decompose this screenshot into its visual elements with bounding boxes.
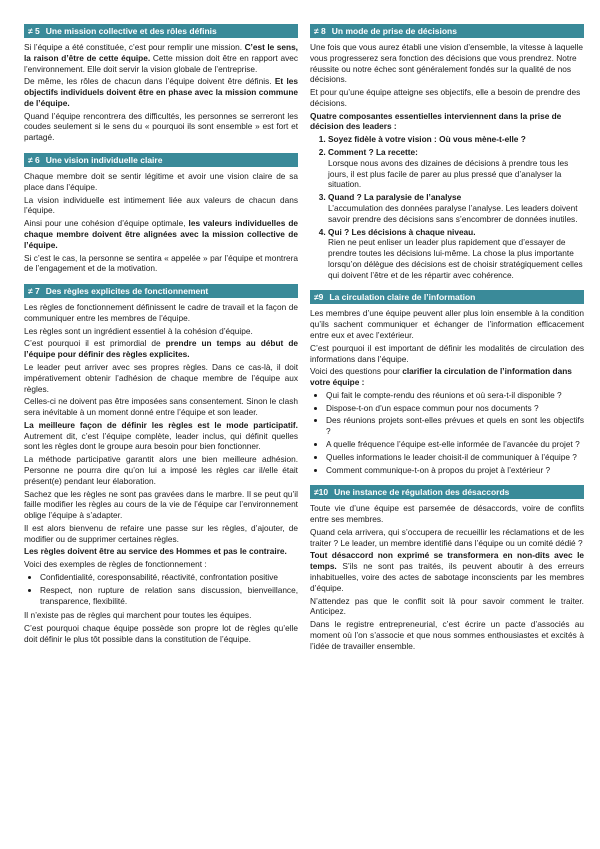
section-header — [310, 485, 584, 499]
paragraph: Sachez que les règles ne sont pas gravées dans le marbre. Il se peut qu’il faille modifier les règles au cours de la vie de l’équipe car l’environnement oblige l’équipe à s’adapter. — [24, 488, 298, 521]
paragraph: Voici des questions pour clarifier la circulation de l’information dans votre équipe : — [310, 366, 572, 388]
list-item: • Comment communique-t-on à propos du projet à l’extérieur ? — [326, 465, 584, 476]
numbered-list — [310, 134, 584, 280]
paragraph: Il n’existe pas de règles qui marchent pour toutes les équipes. — [24, 610, 252, 621]
paragraph: Voici des exemples de règles de fonctionnement : — [24, 559, 207, 570]
paragraph: Les règles de fonctionnement définissent le cadre de travail et la façon de communiquer entre les membres de l’équipe. — [24, 302, 298, 323]
paragraph: Celles-ci ne doivent pas être imposées sans consentement. Sinon le clash sera inévitable à un moment donné entre l’équipe et son leader. — [24, 396, 298, 418]
paragraph: Toute vie d’une équipe est parsemée de désaccords, voire de conflits entre ses membres. — [310, 503, 584, 525]
paragraph: Les règles doivent être au service des Hommes et pas le contraire. — [24, 546, 287, 557]
bullet-list — [310, 390, 584, 475]
section-8 — [310, 24, 584, 280]
section-title: Un mode de prise de décisions — [331, 26, 457, 36]
section-header — [24, 153, 298, 167]
section-10 — [310, 485, 584, 651]
section-number: ≠ 7 — [28, 286, 40, 297]
paragraph: La meilleure façon de définir les règles est le mode participatif. Autrement dit, c’est l’équipe complète, leader inclus, qui définit quelles sont les règles dont le groupe aura besoin pour bien fonctionner. — [24, 419, 298, 452]
paragraph: Une fois que vous aurez établi une vision d’ensemble, la vitesse à laquelle vous progresserez sera fonction des décisions que vous prendrez. Notre réussite ou notre échec sont généralement fondés sur la qualité de nos décisions. — [310, 42, 584, 85]
list-item: • Quelles informations le leader choisit-il de communiquer à l’équipe ? — [326, 452, 584, 463]
paragraph: Ainsi pour une cohésion d’équipe optimale, les valeurs individuelles de chaque membre doivent être alignées avec la mission collective de l’équipe. — [24, 218, 299, 250]
list-item: 2. Comment ? La recette: Lorsque nous avons des dizaines de décisions à prendre tous les jours, il est plus facile de parer au plus pressé que d’analyser la situation. — [328, 147, 584, 190]
paragraph: Les membres d’une équipe peuvent aller plus loin ensemble à la condition qu’ils sachent communiquer et échanger de l’information efficacement entre eux et avec l’extérieur. — [310, 308, 584, 340]
section-number: ≠10 — [314, 487, 329, 498]
section-9 — [310, 290, 584, 475]
paragraph: Si c’est le cas, la personne se sentira « appelée » par l’équipe et montrera de l’engagement et de la motivation. — [24, 252, 298, 274]
paragraph: Quatre composantes essentielles interviennent dans la prise de décision des leaders : — [310, 110, 562, 132]
list-item: • Qui fait le compte-rendu des réunions et où sera-t-il disponible ? — [326, 390, 584, 401]
list-item: 4. Qui ? Les décisions à chaque niveau. Rien ne peut enliser un leader plus rapidement que d’essayer de prendre toutes les décisions lui-même. La chose la plus importante lorsqu’on délègue des décisions est de choisir stratégiquement celles qui doivent l’être et de les répartir avec cohérence. — [328, 227, 584, 281]
paragraph: Et pour qu’une équipe atteigne ses objectifs, elle a besoin de prendre des décisions. — [310, 87, 581, 108]
paragraph: Quand l’équipe rencontrera des difficultés, les personnes se serreront les coudes seulement si le sens du « pourquoi ils sont ensemble » est fort et partagé. — [24, 110, 298, 143]
section-number: ≠9 — [314, 292, 324, 303]
paragraph: Dans le registre entrepreneurial, c’est écrire un pacte d’associés au moment où l’on s’associe et que nous sommes enthousiastes et excités à l’idée de travailler ensemble. — [310, 619, 584, 651]
section-number: ≠ 5 — [28, 26, 40, 36]
section-title: Une instance de régulation des désaccords — [334, 487, 510, 498]
paragraph: La vision individuelle est intimement liée aux valeurs de chacun dans l’équipe. — [24, 194, 298, 216]
paragraph: C’est pourquoi il est important de définir les modalités de circulation des informations dans l’équipe. — [310, 342, 584, 364]
section-6 — [24, 153, 298, 274]
section-header — [24, 24, 298, 38]
bullet-list — [24, 572, 298, 606]
paragraph: N’attendez pas que le conflit soit là pour savoir comment le traiter. Anticipez. — [310, 595, 584, 617]
paragraph: Si l’équipe a été constituée, c’est pour remplir une mission. C’est le sens, la raison d’être de cette équipe. Cette mission doit être en rapport avec l’environnement. Elle doit servir la vision globale de l’entreprise. — [24, 42, 298, 74]
list-item: • Des réunions projets sont-elles prévues et quels en sont les objectifs ? — [326, 415, 584, 437]
section-header — [310, 290, 584, 304]
paragraph: Les règles sont un ingrédient essentiel à la cohésion d’équipe. — [24, 325, 253, 336]
right-column — [310, 24, 584, 662]
paragraph: De même, les rôles de chacun dans l’équipe doivent être définis. Et les objectifs individuels doivent être en phase avec la mission commune de l’équipe. — [24, 76, 298, 108]
left-column — [24, 24, 298, 655]
paragraph: C’est pourquoi il est primordial de prendre un temps au début de l’équipe pour définir des règles explicites. — [24, 338, 298, 360]
section-7 — [24, 284, 298, 645]
list-item: • Confidentialité, coresponsabilité, réactivité, confrontation positive — [40, 572, 298, 583]
section-title: Des règles explicites de fonctionnement — [45, 286, 209, 297]
paragraph: Tout désaccord non exprimé se transformera en non-dits avec le temps. S’ils ne sont pas traités, ils peuvent aboutir à des erreurs inhabituelles, voire des actes de sabotage inconscients par les membres d’équipe. — [310, 550, 584, 593]
section-5 — [24, 24, 298, 143]
section-number: ≠ 6 — [28, 155, 40, 166]
section-title: Une mission collective et des rôles définis — [45, 26, 217, 36]
section-header — [24, 284, 298, 298]
section-title: Une vision individuelle claire — [45, 155, 163, 166]
list-item: 3. Quand ? La paralysie de l’analyse L’accumulation des données paralyse l’analyse. Les leaders doivent savoir prendre des décisions sans s’encombrer de données inutiles. — [328, 192, 584, 224]
paragraph: C’est pourquoi chaque équipe possède son propre lot de règles qu’elle doit définir le plus tôt possible dans la constitution de l’équipe. — [24, 623, 298, 644]
paragraph: La méthode participative garantit alors une bien meilleure adhésion. Personne ne pourra dire qu’on lui a imposé les règles car il/elle était présent(e) pendant leur élaboration. — [24, 454, 298, 486]
paragraph: Il est alors bienvenu de refaire une passe sur les règles, d’ajouter, de modifier ou de supprimer certaines règles. — [24, 522, 298, 544]
paragraph: Le leader peut arriver avec ses propres règles. Dans ce cas-là, il doit impérativement obtenir l’adhésion de chaque membre de l’équipe aux règles. — [24, 361, 298, 394]
section-header — [310, 24, 584, 38]
section-number: ≠ 8 — [314, 26, 326, 36]
list-item: 1. Soyez fidèle à votre vision : Où vous mène-t-elle ? — [328, 134, 584, 145]
section-title: La circulation claire de l’information — [329, 292, 476, 303]
list-item: • A quelle fréquence l’équipe est-elle informée de l’avancée du projet ? — [326, 439, 584, 450]
paragraph: Quand cela arrivera, qui s’occupera de recueillir les réclamations et de les traiter ? Le leader, un membre identifié dans l’équipe ou un comité dédié ? — [310, 526, 584, 548]
list-item: • Respect, non rupture de relation sans discussion, bienveillance, transparence, flexibilité. — [40, 585, 298, 607]
list-item: • Dispose-t-on d’un espace commun pour nos documents ? — [326, 403, 584, 414]
paragraph: Chaque membre doit se sentir légitime et avoir une vision claire de sa place dans l’équipe. — [24, 171, 298, 192]
